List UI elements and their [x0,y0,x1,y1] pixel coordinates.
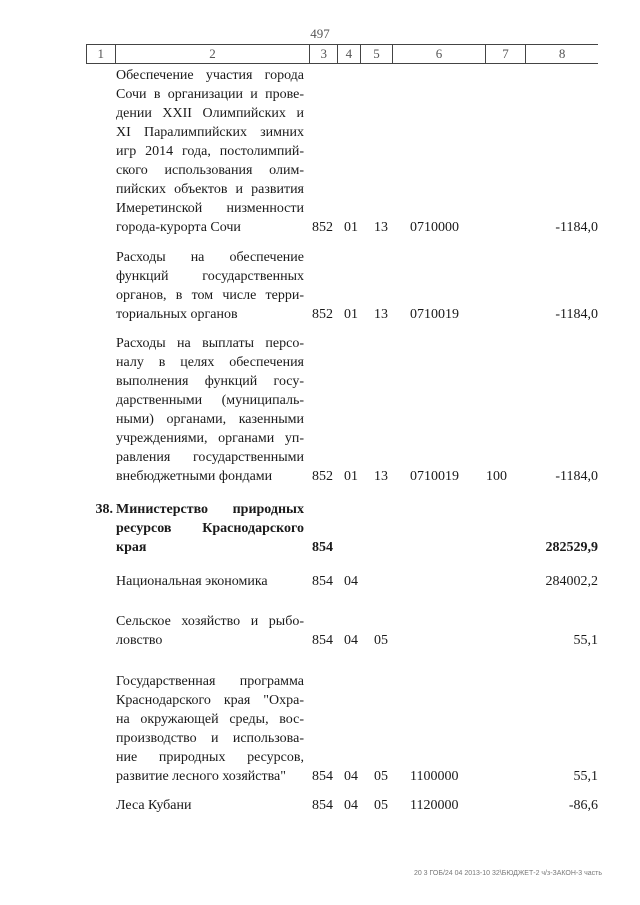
footer-code: 20 3 ГОБ/24 04 2013-10 32\БЮДЖЕТ-2 ч/з-ЗАКОН-3 часть [413,870,602,877]
cell-col-5: 05 [374,798,388,813]
cell-col-8: 55,1 [573,769,598,784]
description-line: Леса Кубани [116,798,192,813]
description-line: Министерство природных [116,502,304,517]
cell-col-4: 01 [344,469,358,484]
cell-col-4: 04 [344,574,358,589]
description-line: края [116,540,147,555]
description-line: Имеретинской низменности [116,201,304,216]
row-description [116,796,304,815]
row-description [116,334,304,486]
cell-col-8: -1184,0 [555,220,598,235]
header-col-8: 8 [558,46,566,61]
description-line: Расходы на выплаты персо- [116,336,304,351]
cell-col-8: 284002,2 [545,574,598,589]
description-line: функций государственных [116,269,304,284]
page-number: 497 [310,26,330,41]
description-line: Сочи в организации и прове- [116,87,304,102]
description-line: равления государственными [116,450,304,465]
cell-col-5: 13 [374,469,388,484]
cell-col-6: 0710000 [410,220,459,235]
cell-col-8: 55,1 [573,633,598,648]
header-col-7: 7 [486,45,526,63]
row-number: 38. [95,502,113,517]
description-line: ными) органами, казенными [116,412,304,427]
cell-col-4: 01 [344,307,358,322]
row-description [116,248,304,324]
cell-col-3: 852 [312,469,333,484]
cell-col-8: -1184,0 [555,307,598,322]
cell-col-4: 04 [344,769,358,784]
header-col-5: 5 [361,45,394,63]
cell-col-4: 04 [344,633,358,648]
header-col-3: 3 [310,45,338,63]
description-line: на окружающей среды, вос- [116,712,304,727]
description-line: налу в целях обеспечения [116,355,304,370]
row-description [116,66,304,237]
cell-col-3: 852 [312,220,333,235]
cell-col-6: 1100000 [410,769,459,784]
cell-col-5: 05 [374,769,388,784]
cell-col-6: 0710019 [410,307,459,322]
description-line: ловство [116,633,163,648]
cell-col-3: 852 [312,307,333,322]
description-line: развитие лесного хозяйства" [116,769,286,784]
row-description [116,612,304,650]
description-line: дении XXII Олимпийских и [116,106,304,121]
description-line: ресурсов Краснодарского [116,521,304,536]
description-line: производство и использова- [116,731,304,746]
description-line: ние природных ресурсов, [116,750,304,765]
description-line: Сельское хозяйство и рыбо- [116,614,304,629]
row-description [116,500,304,557]
description-line: выполнения функций госу- [116,374,304,389]
description-line: пийских объектов и развития [116,182,304,197]
cell-col-4: 01 [344,220,358,235]
cell-col-3: 854 [312,633,333,648]
cell-col-5: 13 [374,220,388,235]
cell-col-8: -86,6 [568,798,598,813]
cell-col-5: 05 [374,633,388,648]
description-line: Обеспечение участия города [116,68,304,83]
description-line: ториальных органов [116,307,238,322]
header-col-2: 2 [116,45,311,63]
cell-col-5: 13 [374,307,388,322]
description-line: игр 2014 года, постолимпий- [116,144,304,159]
cell-col-8: 282529,9 [545,540,598,555]
cell-col-3: 854 [312,574,333,589]
description-line: внебюджетными фондами [116,469,273,484]
header-col-4: 4 [338,45,361,63]
cell-col-6: 0710019 [410,469,459,484]
cell-col-6: 1120000 [410,798,459,813]
cell-col-3: 854 [312,540,333,555]
cell-col-3: 854 [312,798,333,813]
description-line: учреждениями, органами уп- [116,431,304,446]
description-line: дарственными (муниципаль- [116,393,304,408]
row-description [116,572,304,591]
description-line: органов, в том числе терри- [116,288,304,303]
description-line: города-курорта Сочи [116,220,241,235]
header-col-1: 1 [87,45,116,63]
description-line: Государственная программа [116,674,304,689]
cell-col-7: 100 [486,469,507,484]
description-line: Краснодарского края "Охра- [116,693,304,708]
cell-col-8: -1184,0 [555,469,598,484]
cell-col-3: 854 [312,769,333,784]
description-line: Расходы на обеспечение [116,250,304,265]
table-header [86,44,598,64]
row-description [116,672,304,786]
header-col-6: 6 [393,45,486,63]
description-line: ского использования олим- [116,163,304,178]
description-line: XI Паралимпийских зимних [116,125,304,140]
cell-col-4: 04 [344,798,358,813]
description-line: Национальная экономика [116,574,268,589]
